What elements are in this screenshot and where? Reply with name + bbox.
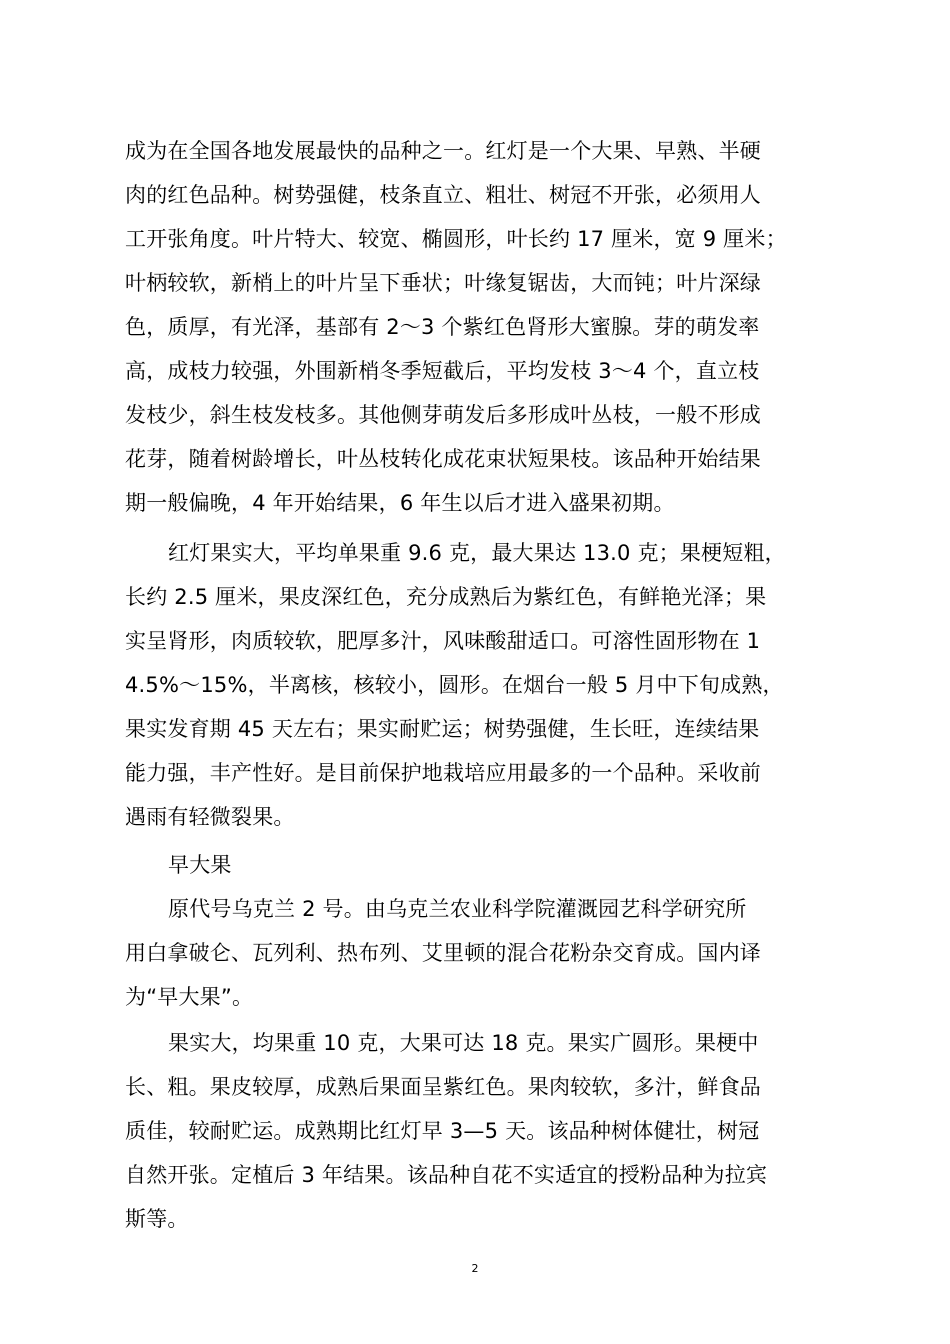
text-line: 工开张角度。叶片特大、较宽、椭圆形，叶长约 17 厘米，宽 9 厘米； (125, 227, 787, 251)
text-line: 高，成枝力较强，外围新梢冬季短截后，平均发枝 3～4 个，直立枝 (125, 359, 760, 383)
text-line: 果实发育期 45 天左右；果实耐贮运；树势强健，生长旺，连续结果 (125, 717, 760, 741)
text-line: 质佳，较耐贮运。成熟期比红灯早 3—5 天。该品种树体健壮，树冠 (125, 1119, 760, 1143)
text-line: 成为在全国各地发展最快的品种之一。红灯是一个大果、早熟、半硬 (125, 139, 761, 163)
page-number: 2 (471, 1262, 479, 1275)
text-line: 原代号乌克兰 2 号。由乌克兰农业科学院灌溉园艺科学研究所 (168, 897, 747, 921)
text-line: 自然开张。定植后 3 年结果。该品种自花不实适宜的授粉品种为拉宾 (125, 1163, 768, 1187)
text-line: 斯等。 (125, 1207, 189, 1231)
text-line: 实呈肾形，肉质较软，肥厚多汁，风味酸甜适口。可溶性固形物在 1 (125, 629, 761, 653)
text-line: 叶柄较软，新梢上的叶片呈下垂状；叶缘复锯齿，大而钝；叶片深绿 (125, 271, 761, 295)
section-heading: 早大果 (168, 853, 232, 877)
text-line: 花芽，随着树龄增长，叶丛枝转化成花束状短果枝。该品种开始结果 (125, 447, 761, 471)
text-line: 红灯果实大，平均单果重 9.6 克，最大果达 13.0 克；果梗短粗， (168, 541, 786, 565)
text-line: 肉的红色品种。树势强健，枝条直立、粗壮、树冠不开张，必须用人 (125, 183, 761, 207)
text-line: 发枝少，斜生枝发枝多。其他侧芽萌发后多形成叶丛枝，一般不形成 (125, 403, 761, 427)
text-line: 色，质厚，有光泽，基部有 2～3 个紫红色肾形大蜜腺。芽的萌发率 (125, 315, 760, 339)
text-line: 4.5%～15%，半离核，核较小，圆形。在烟台一般 5 月中下旬成熟， (125, 673, 784, 697)
text-line: 为“早大果”。 (125, 985, 254, 1009)
text-line: 能力强，丰产性好。是目前保护地栽培应用最多的一个品种。采收前 (125, 761, 761, 785)
text-line: 期一般偏晚，4 年开始结果，6 年生以后才进入盛果初期。 (125, 491, 675, 515)
text-line: 长约 2.5 厘米，果皮深红色，充分成熟后为紫红色，有鲜艳光泽；果 (125, 585, 767, 609)
text-line: 果实大，均果重 10 克，大果可达 18 克。果实广圆形。果梗中 (168, 1031, 759, 1055)
text-line: 用白拿破仑、瓦列利、热布列、艾里顿的混合花粉杂交育成。国内译 (125, 941, 761, 965)
text-line: 长、粗。果皮较厚，成熟后果面呈紫红色。果肉较软，多汁，鲜食品 (125, 1075, 761, 1099)
text-line: 遇雨有轻微裂果。 (125, 805, 295, 829)
